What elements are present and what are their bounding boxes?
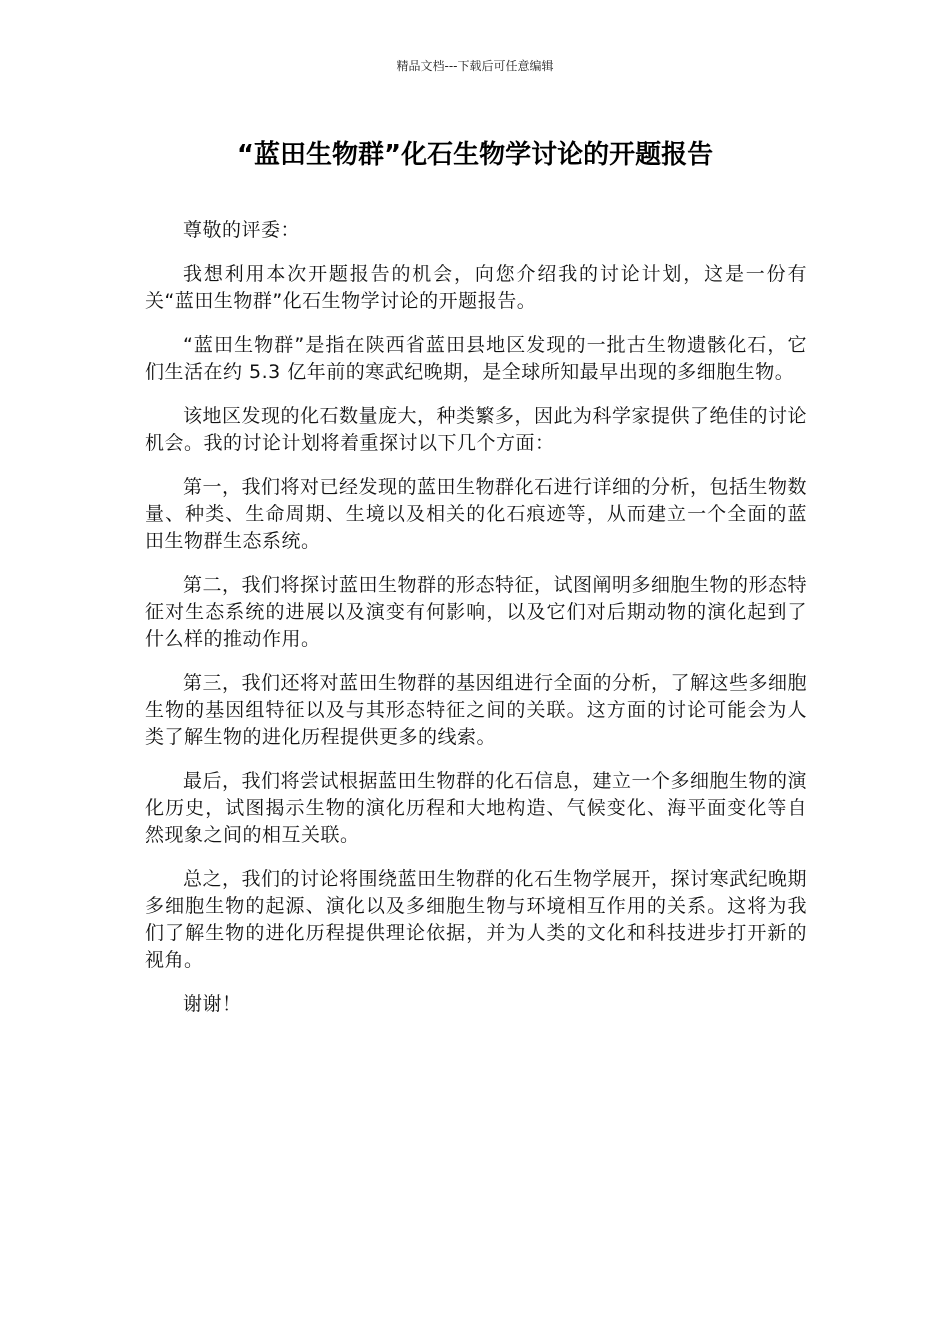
paragraph-intro: 我想利用本次开题报告的机会，向您介绍我的讨论计划，这是一份有关“蓝田生物群”化石生物学讨论的开题报告。 (145, 263, 807, 312)
paragraph-second-point: 第二，我们将探讨蓝田生物群的形态特征，试图阐明多细胞生物的形态特征对生态系统的进展以及演变有何影响，以及它们对后期动物的演化起到了什么样的推动作用。 (145, 574, 808, 650)
salutation: 尊敬的评委： (183, 219, 301, 241)
document-body (145, 217, 807, 1035)
paragraph-third-point: 第三，我们还将对蓝田生物群的基因组进行全面的分析，了解这些多细胞生物的基因组特征以及与其形态特征之间的关联。这方面的讨论可能会为人类了解生物的进化历程提供更多的线索。 (145, 672, 808, 748)
document-title: “蓝田生物群”化石生物学讨论的开题报告 (236, 140, 714, 170)
paragraph-conclusion: 总之，我们的讨论将围绕蓝田生物群的化石生物学展开，探讨寒武纪晚期多细胞生物的起源、演化以及多细胞生物与环境相互作用的关系。这将为我们了解生物的进化历程提供理论依据，并为人类的文化和科技进步打开新的视角。 (145, 868, 808, 971)
paragraph-overview: 该地区发现的化石数量庞大，种类繁多，因此为科学家提供了绝佳的讨论机会。我的讨论计划将着重探讨以下几个方面： (145, 405, 808, 454)
paragraph-first-point: 第一，我们将对已经发现的蓝田生物群化石进行详细的分析，包括生物数量、种类、生命周期、生境以及相关的化石痕迹等，从而建立一个全面的蓝田生物群生态系统。 (145, 476, 808, 552)
paragraph-definition: “蓝田生物群”是指在陕西省蓝田县地区发现的一批古生物遗骸化石，它们生活在约 5.3 亿年前的寒武纪晚期，是全球所知最早出现的多细胞生物。 (145, 334, 807, 383)
page-header: 精品文档---下载后可任意编辑 (396, 59, 554, 73)
paragraph-final-point: 最后，我们将尝试根据蓝田生物群的化石信息，建立一个多细胞生物的演化历史，试图揭示生物的演化历程和大地构造、气候变化、海平面变化等自然现象之间的相互关联。 (145, 770, 808, 846)
closing-thanks: 谢谢！ (183, 993, 242, 1015)
